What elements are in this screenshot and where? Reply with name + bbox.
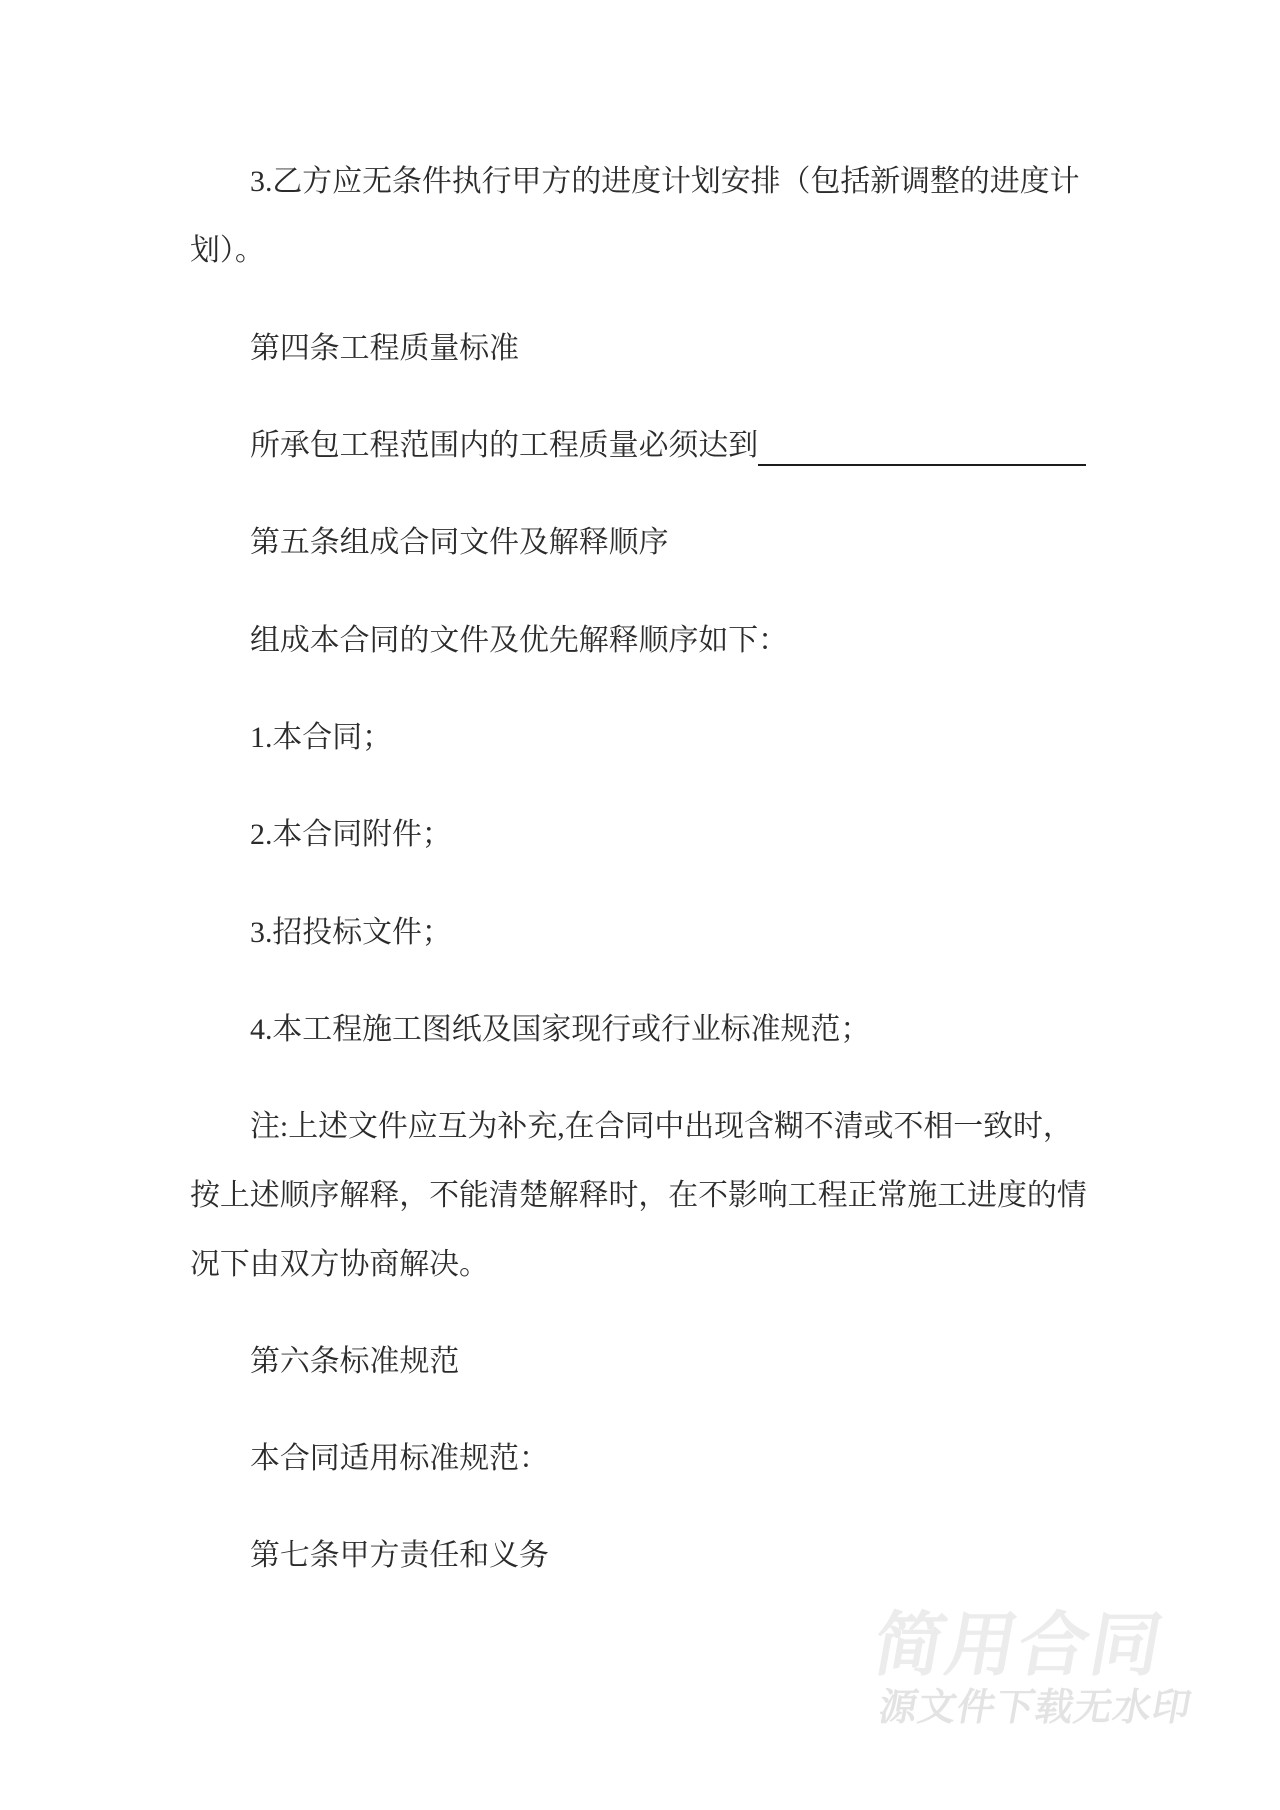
contract-text-line: 3.乙方应无条件执行甲方的进度计划安排（包括新调整的进度计 <box>250 165 1080 198</box>
blank-underline <box>758 464 1086 466</box>
watermark-title: 简用合同 <box>868 1606 1170 1684</box>
contract-text-line: 所承包工程范围内的工程质量必须达到 <box>250 429 759 462</box>
contract-text-line: 2.本合同附件； <box>250 818 452 851</box>
watermark-subtitle: 源文件下载无水印 <box>875 1687 1195 1729</box>
contract-text-line: 第七条甲方责任和义务 <box>250 1539 549 1572</box>
contract-text-line: 况下由双方协商解决。 <box>190 1248 489 1281</box>
contract-text-line: 按上述顺序解释，不能清楚解释时，在不影响工程正常施工进度的情 <box>190 1179 1087 1212</box>
contract-text-line: 4.本工程施工图纸及国家现行或行业标准规范； <box>250 1013 871 1046</box>
contract-text-line: 第四条工程质量标准 <box>250 332 520 365</box>
contract-text-line: 划）。 <box>190 234 265 267</box>
contract-text-line: 本合同适用标准规范： <box>250 1442 549 1475</box>
contract-text-line: 注:上述文件应互为补充,在合同中出现含糊不清或不相一致时， <box>250 1110 1073 1143</box>
contract-text-line: 第五条组成合同文件及解释顺序 <box>250 526 669 559</box>
contract-text-line: 组成本合同的文件及优先解释顺序如下： <box>250 624 789 657</box>
contract-text-line: 3.招投标文件； <box>250 916 452 949</box>
contract-text-line: 第六条标准规范 <box>250 1345 460 1378</box>
contract-text-line: 1.本合同； <box>250 721 392 754</box>
